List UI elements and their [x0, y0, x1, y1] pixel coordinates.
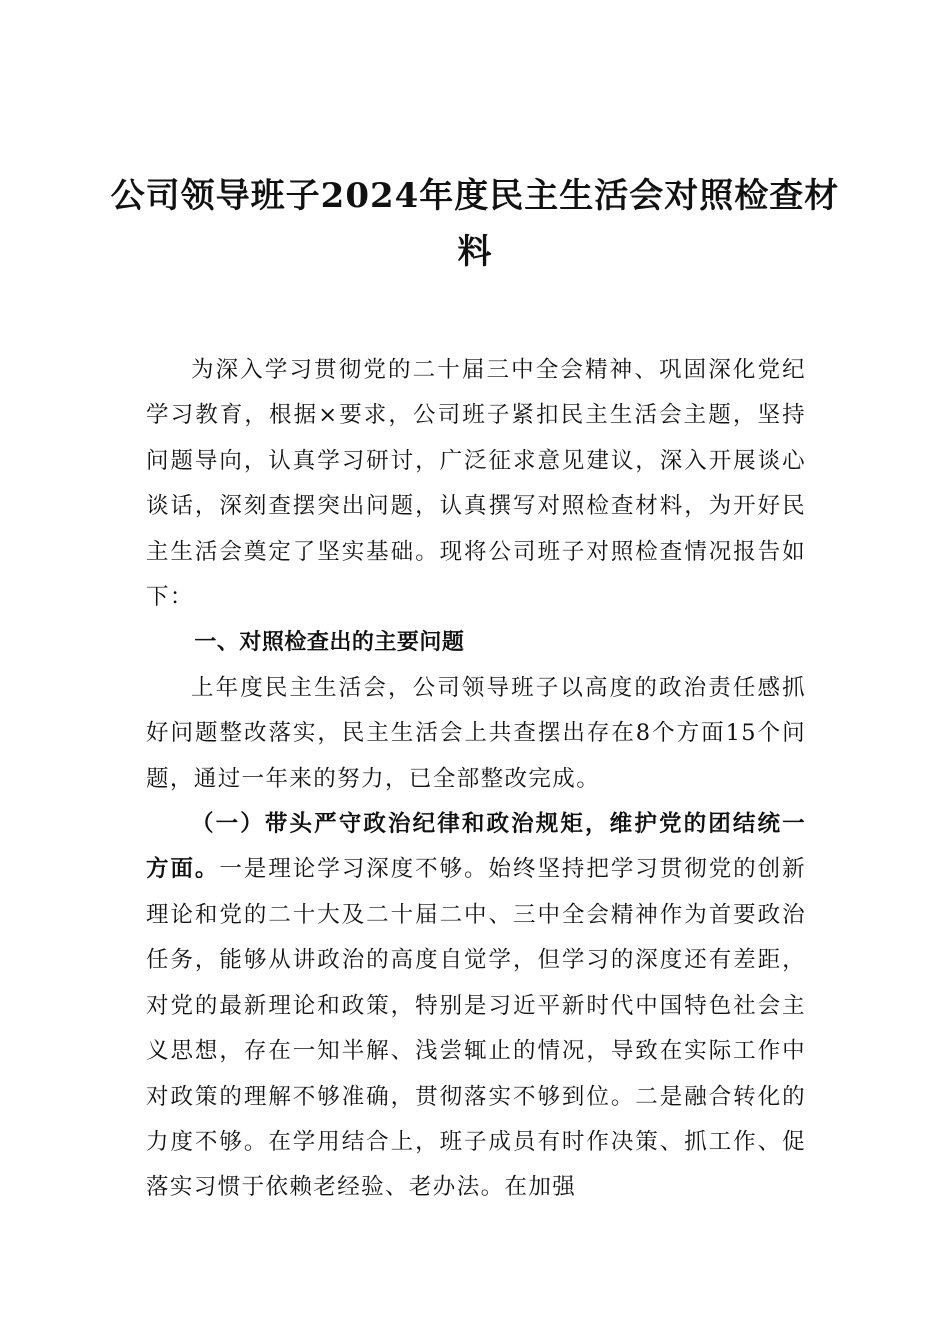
intro-paragraph: 为深入学习贯彻党的二十届三中全会精神、巩固深化党纪学习教育，根据×要求，公司班子紧扣民主生活会主题，坚持问题导向，认真学习研讨，广泛征求意见建议，深入开展谈心谈话，深刻查摆突出问题，认真撰写对照检查材料，为开好民主生活会奠定了坚实基础。现将公司班子对照检查情况报告如下：	[146, 357, 806, 611]
section-1-paragraph: 上年度民主生活会，公司领导班子以高度的政治责任感抓好问题整改落实，民主生活会上共查摆出存在8个方面15个问题，通过一年来的努力，已全部整改完成。	[146, 674, 806, 792]
item-1-text: 一是理论学习深度不够。始终坚持把学习贯彻党的创新理论和党的二十大及二十届二中、三中全会精神作为首要政治任务，能够从讲政治的高度自觉学，但学习的深度还有差距，对党的最新理论和政策，特别是习近平新时代中国特色社会主义思想，存在一知半解、浅尝辄止的情况，导致在实际工作中对政策的理解不够准确，贯彻落实不够到位。二是融合转化的力度不够。在学用结合上，班子成员有时作决策、抓工作、促落实习惯于依赖老经验、老办法。在加强	[146, 856, 806, 1201]
item-1-paragraph	[146, 802, 806, 1211]
document-title: 公司领导班子2024年度民主生活会对照检查材料	[110, 176, 840, 272]
section-heading-1: 一、对照检查出的主要问题	[194, 630, 465, 656]
document-body	[146, 348, 806, 1211]
item-1-lead: （一）带头严守政治纪律和政治规矩，维护党的团结统一方面。	[146, 811, 806, 883]
